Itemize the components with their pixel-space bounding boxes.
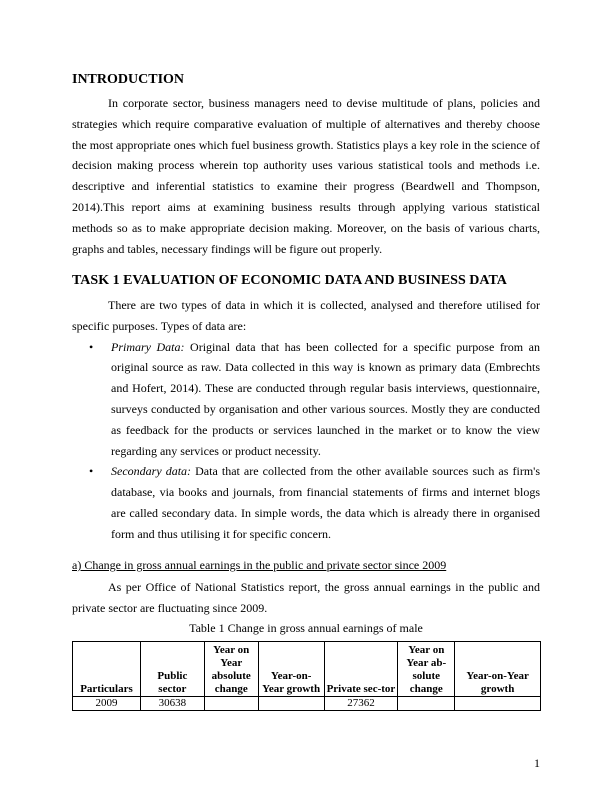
bullet-term: Secondary data:	[111, 464, 192, 479]
column-header: Public sector	[140, 642, 204, 697]
column-header: Year-on-Year growth	[455, 642, 541, 697]
task1-paragraph: There are two types of data in which it is collected, analysed and therefore utilised for specific purposes. Types of data are:	[72, 298, 540, 333]
column-header: Year on Year absolute change	[204, 642, 258, 697]
bullet-text: Original data that has been collected for a specific purpose from an original source as raw. Data collected in this way is known as primary data (Embrechts and Hofert, 2014). These are conducted through regular basis interviews, questionnaire, surveys conducted by organisation and other various sources. Mostly they are conducted as feedback for the products or services launched in the market or to know the view regarding any services or product necessity.	[111, 339, 540, 458]
table-cell	[455, 697, 541, 711]
table-caption: Table 1 Change in gross annual earnings of male	[189, 621, 423, 635]
section-a-paragraph: As per Office of National Statistics report, the gross annual earnings in the public and private sector are fluctuating since 2009.	[72, 580, 540, 615]
table-cell	[398, 697, 455, 711]
bullet-term: Primary Data:	[111, 339, 185, 354]
task1-section	[72, 295, 540, 545]
column-header: Year-on-Year growth	[258, 642, 324, 697]
bullet-icon: •	[89, 464, 94, 479]
introduction-heading: INTRODUCTION	[72, 72, 185, 87]
table-cell	[258, 697, 324, 711]
list-item-secondary	[72, 461, 540, 544]
page-number: 1	[534, 756, 540, 770]
column-header: Year on Year ab-solute change	[398, 642, 455, 697]
section-a-heading: a) Change in gross annual earnings in the public and private sector since 2009	[72, 558, 447, 572]
column-header: Private sec-tor	[324, 642, 398, 697]
table-cell: 2009	[73, 697, 141, 711]
table-cell	[204, 697, 258, 711]
introduction-paragraph: In corporate sector, business managers need to devise multitude of plans, policies and strategies which require comparative evaluation of multiple of alternatives and thereby choose the most appropriate ones which fuel business growth. Statistics plays a key role in the science of decision making process wherein top authority uses various statistical tools and methods i.e. descriptive and inferential statistics to examine their progress (Beardwell and Thompson, 2014).This report aims at examining business results through applying various statistical methods so as to make appropriate decision making. Moreover, on the basis of various charts, graphs and tables, necessary findings will be figure out properly.	[72, 96, 540, 256]
bullet-text: Data that are collected from the other available sources such as firm's database, via books and journals, from financial statements of firms and internet blogs are called secondary data. In simple words, the data which is already there in organised form and thus utilising it for specific concern.	[111, 464, 540, 541]
data-types-list	[72, 337, 540, 545]
column-header: Particulars	[73, 642, 141, 697]
task1-heading: TASK 1 EVALUATION OF ECONOMIC DATA AND BUSINESS DATA	[72, 273, 507, 288]
earnings-table	[72, 641, 541, 711]
table-cell: 30638	[140, 697, 204, 711]
table-cell: 27362	[324, 697, 398, 711]
table-row	[73, 697, 541, 711]
table-header-row	[73, 642, 541, 697]
list-item-primary	[72, 337, 540, 462]
bullet-icon: •	[89, 339, 94, 354]
